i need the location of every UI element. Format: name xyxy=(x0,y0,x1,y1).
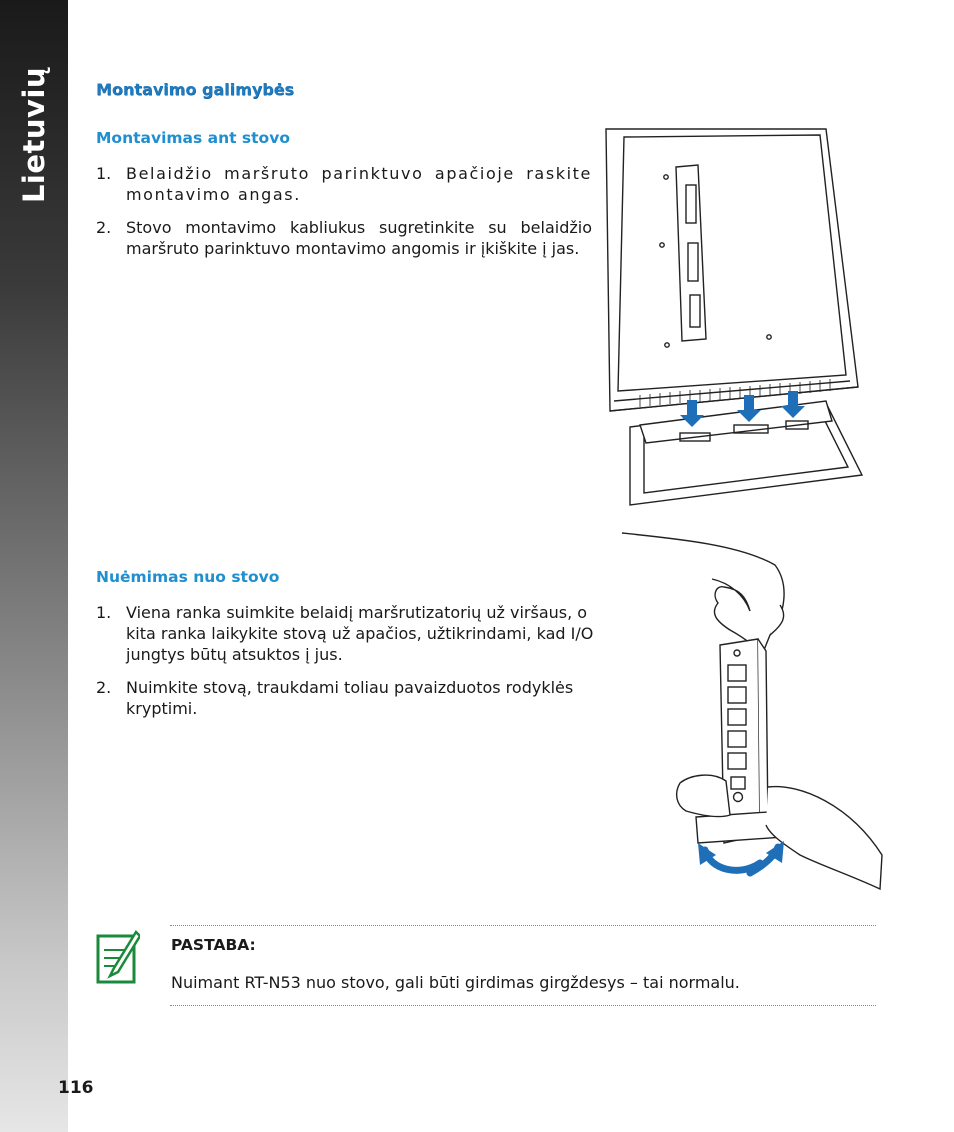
mount-steps-list xyxy=(96,163,592,271)
step-text: Stovo montavimo kabliukus sugretinkite su belaidžio maršruto parinktuvo montavimo angomis ir įkiškite į jas. xyxy=(126,218,592,258)
stand-removal-illustration xyxy=(620,525,885,890)
remove-step-2 xyxy=(96,677,612,719)
note-text: Nuimant RT-N53 nuo stovo, gali būti girdimas girgždesys – tai normalu. xyxy=(171,973,740,992)
section-remove-title: Nuėmimas nuo stovo xyxy=(96,568,280,586)
note-bottom-divider xyxy=(170,1005,876,1006)
step-number: 2. xyxy=(96,678,112,697)
section-mount-title: Montavimas ant stovo xyxy=(96,129,290,147)
step-text: Nuimkite stovą, traukdami toliau pavaizduotos rodyklės kryptimi. xyxy=(126,678,574,718)
step-number: 1. xyxy=(96,603,112,622)
note-top-divider xyxy=(170,925,876,926)
step-number: 2. xyxy=(96,218,112,237)
language-label: Lietuvių xyxy=(17,66,51,204)
step-text: Belaidžio maršruto parinktuvo apačioje raskite montavimo angas. xyxy=(126,164,592,204)
page-number: 116 xyxy=(58,1078,94,1098)
remove-step-1 xyxy=(96,602,612,665)
mount-step-1 xyxy=(96,163,592,205)
mount-step-2 xyxy=(96,217,592,259)
router-stand-mount-illustration xyxy=(600,125,870,510)
page-heading: Montavimo galimybės xyxy=(96,80,295,99)
note-title: PASTABA: xyxy=(171,936,256,954)
language-side-tab xyxy=(0,0,68,1132)
step-text: Viena ranka suimkite belaidį maršrutizatorių už viršaus, o kita ranka laikykite stovą už apačios, užtikrindami, kad I/O jungtys būtų atsuktos į jus. xyxy=(126,603,594,664)
step-number: 1. xyxy=(96,164,112,183)
notepad-pencil-icon xyxy=(96,930,140,984)
remove-steps-list xyxy=(96,602,612,731)
